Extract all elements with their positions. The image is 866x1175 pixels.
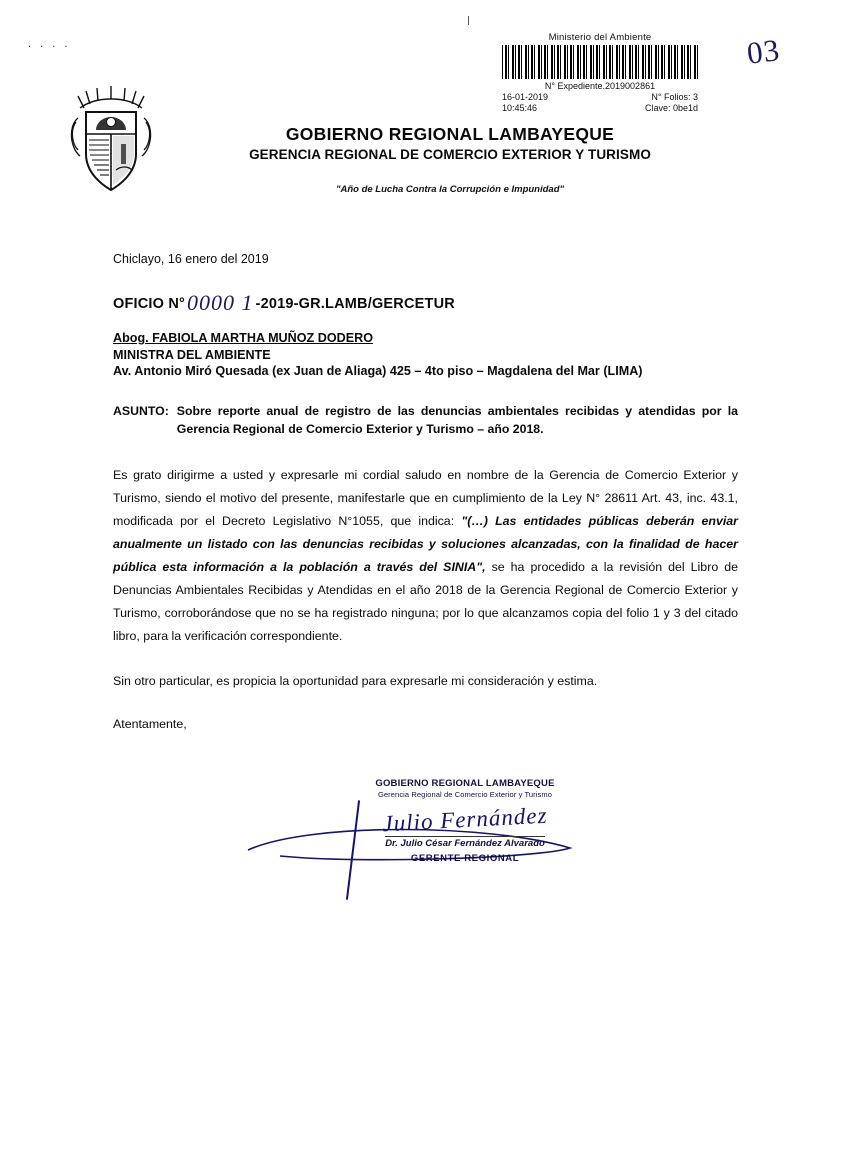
organization-name: GOBIERNO REGIONAL LAMBAYEQUE	[285, 124, 615, 144]
reception-stamp	[494, 32, 706, 114]
oficio-number-line	[113, 288, 738, 314]
addressee-name: Abog. FABIOLA MARTHA MUÑOZ DODERO	[113, 331, 374, 345]
stamp-expediente: N° Expediente.2019002861	[544, 81, 656, 91]
addressee-address: Av. Antonio Miró Quesada (ex Juan de Aliaga) 425 – 4to piso – Magdalena del Mar (LIMA)	[113, 364, 643, 378]
margin-dots: . . . .	[28, 38, 71, 50]
letter-body	[113, 252, 738, 731]
stamp-time: 10:45:46	[502, 103, 538, 113]
top-tick-mark	[468, 16, 469, 25]
paragraph-1	[113, 464, 738, 648]
year-motto: "Año de Lucha Contra la Corrupción e Impunidad"	[335, 184, 565, 195]
stamp-folios: N° Folios: 3	[651, 92, 698, 102]
stamp-clave: Clave: 0be1d	[644, 103, 698, 113]
place-and-date: Chiclayo, 16 enero del 2019	[113, 252, 269, 266]
stamp-date: 16-01-2019	[502, 92, 549, 102]
signature-stamp-line-1: GOBIERNO REGIONAL LAMBAYEQUE	[375, 778, 555, 789]
office-name: GERENCIA REGIONAL DE COMERCIO EXTERIOR Y TURISMO	[249, 147, 651, 162]
signature-block	[300, 778, 630, 864]
signer-role: GERENTE REGIONAL	[410, 853, 520, 864]
paragraph-2: Sin otro particular, es propicia la oportunidad para expresarle mi consideración y estima.	[113, 673, 598, 688]
oficio-number-handwritten: 0000 1	[187, 290, 254, 315]
subject-text: Sobre reporte anual de registro de las denuncias ambientales recibidas y atendidas por la Gerencia Regional de Comercio Exterior y Turismo – año 2018.	[176, 403, 738, 436]
signature-stamp-line-2: Gerencia Regional de Comercio Exterior y Turismo	[377, 790, 553, 799]
addressee-title: MINISTRA DEL AMBIENTE	[113, 347, 271, 362]
paragraph-1-part-1: Es grato dirigirme a usted y expresarle mi cordial saludo en nombre de la Gerencia de Comercio Exterior y Turismo, siendo el motivo del presente, manifestarle que en cumplimiento de la Ley N° 28611 Art. 43, inc. 43.1, modificada por el Decreto Legislativo N°1055, que indica:	[113, 467, 738, 528]
coat-of-arms-icon	[66, 82, 156, 202]
oficio-suffix: -2019-GR.LAMB/GERCETUR	[255, 296, 455, 312]
letterhead	[170, 124, 730, 195]
handwritten-signature: Julio Fernández	[381, 802, 549, 837]
closing-line: Atentamente,	[113, 716, 187, 731]
signer-name: Dr. Julio César Fernández Alvarado	[385, 838, 545, 849]
handwritten-page-number: 03	[744, 32, 782, 71]
oficio-prefix: OFICIO N°	[113, 296, 186, 312]
barcode-image	[502, 45, 698, 79]
paragraph-1-part-2: se ha procedido a la revisión del Libro de Denuncias Ambientales Recibidas y Atendidas en el año 2018 de la Gerencia Regional de Comercio Exterior y Turismo, corroborándose que no se ha registrado ninguna; por lo que alcanzamos copia del folio 1 y 3 del citado libro, para la verificación correspondiente.	[113, 559, 738, 643]
subject-block	[113, 402, 738, 438]
addressee-block	[113, 330, 738, 380]
paragraph-1-quote: "(…) Las entidades públicas deberán enviar anualmente un listado con las denuncias recibidas y soluciones alcanzadas, con la finalidad de hacer pública esta información a la población a través del SINIA",	[113, 513, 738, 574]
subject-label: ASUNTO:	[113, 403, 169, 418]
stamp-ministry-label: Ministerio del Ambiente	[548, 32, 652, 43]
